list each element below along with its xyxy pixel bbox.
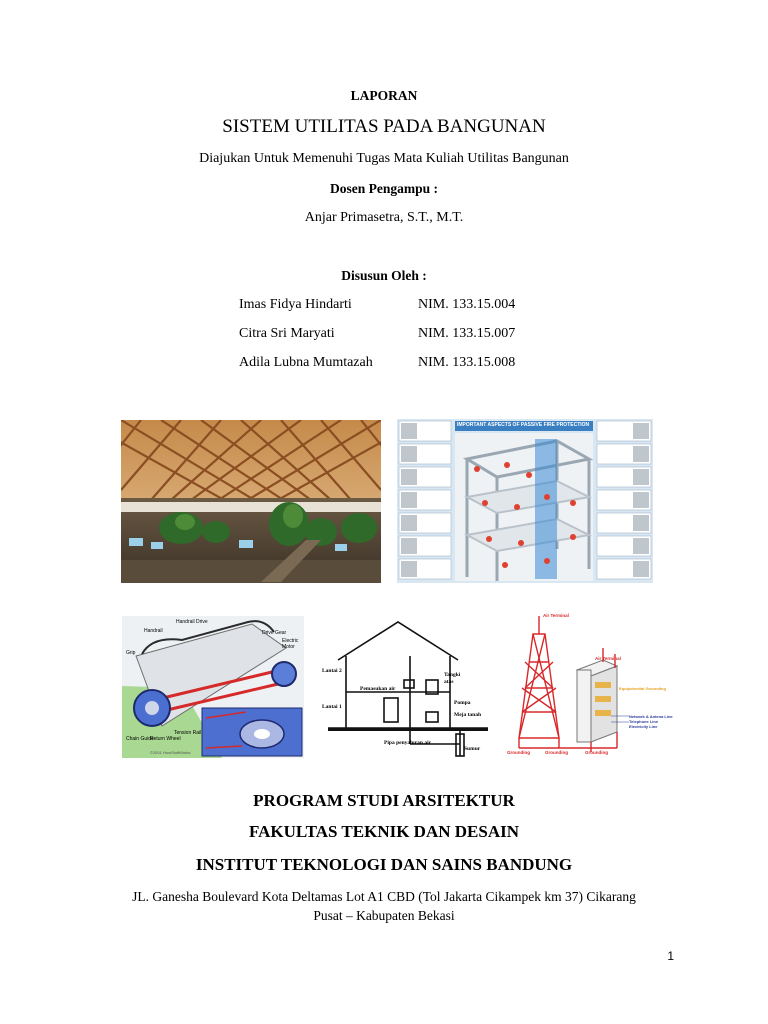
author-name: Citra Sri Maryati bbox=[239, 326, 335, 341]
tower-label: Air Terminal bbox=[595, 656, 621, 661]
lecturer-name: Anjar Primasetra, S.T., M.T. bbox=[304, 210, 464, 225]
tower-label: Network & Antena Line bbox=[629, 714, 673, 719]
address-line-1: JL. Ganesha Boulevard Kota Deltamas Lot A1 CBD (Tol Jakarta Cikampek km 37) Cikarang bbox=[132, 889, 636, 904]
plumbing-label: atas bbox=[444, 679, 454, 685]
tower-label: Electricity Line bbox=[629, 724, 658, 729]
infographic-header: IMPORTANT ASPECTS OF PASSIVE FIRE PROTECTION bbox=[457, 422, 590, 428]
author-nim: NIM. 133.15.004 bbox=[418, 297, 516, 312]
escalator-diagram bbox=[122, 616, 304, 758]
escalator-label: Tension Rail bbox=[174, 730, 202, 736]
author-name: Adila Lubna Mumtazah bbox=[239, 355, 373, 370]
tower-label: Equipotential Grounding bbox=[619, 686, 666, 691]
plumbing-label: Meja tanah bbox=[454, 712, 482, 718]
atrium-photo bbox=[121, 420, 381, 583]
plumbing-label: Tangki bbox=[444, 672, 461, 678]
fire-protection-infographic bbox=[397, 419, 653, 583]
escalator-label: Drive Gear bbox=[262, 630, 287, 636]
address-line-2: Pusat – Kabupaten Bekasi bbox=[313, 908, 455, 923]
lightning-protection-diagram bbox=[505, 612, 675, 758]
authors-heading: Disusun Oleh : bbox=[341, 268, 427, 283]
plumbing-label: Pompa bbox=[454, 700, 471, 706]
escalator-label: Electric Motor bbox=[282, 638, 299, 650]
plumbing-label: Pemasukan air bbox=[360, 686, 396, 692]
page-number: 1 bbox=[667, 949, 674, 963]
lecturer-heading: Dosen Pengampu : bbox=[329, 181, 438, 196]
report-subtitle: Diajukan Untuk Memenuhi Tugas Mata Kuliah Utilitas Bangunan bbox=[199, 151, 569, 166]
tower-label: Grounding bbox=[585, 750, 608, 755]
author-nim: NIM. 133.15.007 bbox=[418, 326, 516, 341]
tower-label: Air Terminal bbox=[543, 613, 569, 618]
tower-label: Telephone Line bbox=[629, 719, 659, 724]
report-label: LAPORAN bbox=[350, 88, 418, 103]
plumbing-diagram bbox=[318, 616, 492, 758]
tower-label: Grounding bbox=[545, 750, 568, 755]
faculty-name: FAKULTAS TEKNIK DAN DESAIN bbox=[248, 822, 520, 841]
program-name: PROGRAM STUDI ARSITEKTUR bbox=[253, 791, 515, 810]
escalator-label: Handrail bbox=[144, 628, 163, 634]
escalator-label: Return Wheel bbox=[150, 736, 181, 742]
escalator-label: Grip bbox=[126, 650, 136, 656]
escalator-label: Chain Guide bbox=[126, 736, 154, 742]
escalator-credit: ©2001 HowStuffWorks bbox=[150, 750, 191, 755]
escalator-label: Handrail Drive bbox=[176, 619, 208, 625]
plumbing-label: Pipa penyaluran air bbox=[384, 740, 432, 746]
author-name: Imas Fidya Hindarti bbox=[239, 297, 352, 312]
author-nim: NIM. 133.15.008 bbox=[418, 355, 516, 370]
institute-name: INSTITUT TEKNOLOGI DAN SAINS BANDUNG bbox=[195, 855, 573, 874]
plumbing-label: Sumur bbox=[464, 746, 481, 752]
report-title: SISTEM UTILITAS PADA BANGUNAN bbox=[222, 116, 546, 137]
plumbing-label: Lantai 1 bbox=[322, 704, 342, 710]
plumbing-label: Lantai 2 bbox=[322, 668, 342, 674]
tower-label: Grounding bbox=[507, 750, 530, 755]
